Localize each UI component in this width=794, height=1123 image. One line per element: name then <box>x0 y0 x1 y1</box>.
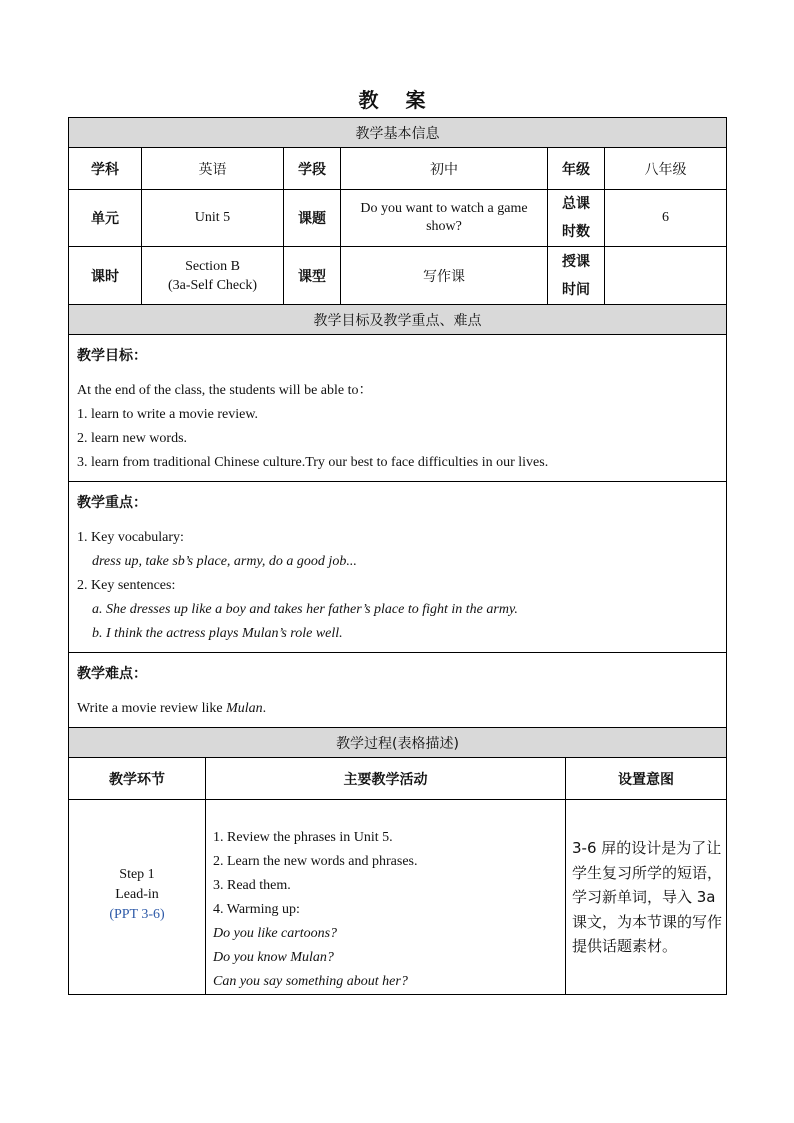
unit-label: 单元 <box>69 190 142 247</box>
subject-label: 学科 <box>69 148 142 190</box>
key-points-block <box>69 482 727 653</box>
unit-value: Unit 5 <box>142 190 284 247</box>
activity-item: 1. Review the phrases in Unit 5. <box>213 830 393 845</box>
difficulties-text-post: . <box>262 701 267 716</box>
page-title: 教 案 <box>358 88 436 112</box>
col-step-header: 教学环节 <box>69 758 206 800</box>
teaching-time-label-line2: 时间 <box>562 281 590 298</box>
difficulties-heading: 教学难点： <box>77 666 147 682</box>
grade-label: 年级 <box>548 148 605 190</box>
stage-value: 初中 <box>341 148 548 190</box>
objective-item: 2. learn new words. <box>77 431 188 446</box>
difficulties-text <box>77 697 718 721</box>
period-value-line1: Section B <box>185 258 240 274</box>
activity-item: 4. Warming up: <box>213 902 300 917</box>
activity-item: 3. Read them. <box>213 878 291 893</box>
objectives-intro: At the end of the class, the students will be able to： <box>77 383 373 398</box>
step-name: Lead-in <box>115 887 159 902</box>
total-hours-label-line2: 时数 <box>562 224 590 240</box>
stage-label: 学段 <box>284 148 341 190</box>
objectives-heading: 教学目标： <box>77 348 147 364</box>
activity-item: 2. Learn the new words and phrases. <box>213 854 418 869</box>
grade-value: 八年级 <box>605 148 727 190</box>
total-hours-value: 6 <box>605 190 727 247</box>
warmup-question: Can you say something about her? <box>213 974 408 989</box>
step-slides: (PPT 3-6) <box>109 907 165 922</box>
difficulties-text-pre: Write a movie review like <box>77 701 227 716</box>
design-intent-cell: 3-6 屏的设计是为了让学生复习所学的短语，学习新单词，导入 3a 课文，为本节课的写作提供话题素材。 <box>566 800 727 995</box>
warmup-question: Do you know Mulan? <box>213 950 334 965</box>
period-value-line2: (3a-Self Check) <box>167 277 258 293</box>
goals-header: 教学目标及教学重点、难点 <box>69 305 727 335</box>
activities-cell <box>206 800 566 995</box>
step-cell <box>69 800 206 995</box>
step-number: Step 1 <box>119 867 155 882</box>
topic-label: 课题 <box>284 190 341 247</box>
total-hours-label-line1: 总课 <box>562 196 590 212</box>
difficulties-text-title: Mulan <box>226 701 263 716</box>
key-vocabulary-label: 1. Key vocabulary: <box>77 530 184 545</box>
key-points-heading: 教学重点： <box>77 495 147 511</box>
key-sentence-a: a. She dresses up like a boy and takes her father’s place to fight in the army. <box>92 602 518 617</box>
type-value: 写作课 <box>341 247 548 305</box>
key-sentence-b: b. I think the actress plays Mulan’s role well. <box>92 626 343 641</box>
objective-item: 3. learn from traditional Chinese culture.Try our best to face difficulties in our lives. <box>77 455 549 470</box>
key-vocabulary: dress up, take sb’s place, army, do a good job... <box>92 554 357 569</box>
teaching-time-label <box>548 247 605 305</box>
teaching-time-label-line1: 授课 <box>562 253 590 270</box>
objective-item: 1. learn to write a movie review. <box>77 407 259 422</box>
process-header: 教学过程(表格描述) <box>69 728 727 758</box>
lesson-plan-table <box>68 117 726 995</box>
type-label: 课型 <box>284 247 341 305</box>
key-sentences-label: 2. Key sentences: <box>77 578 176 593</box>
total-hours-label <box>548 190 605 247</box>
subject-value: 英语 <box>142 148 284 190</box>
difficulties-block <box>69 653 727 728</box>
warmup-question: Do you like cartoons? <box>213 926 338 941</box>
topic-value: Do you want to watch a game show? <box>341 190 548 247</box>
teaching-time-value <box>605 247 727 305</box>
period-label: 课时 <box>69 247 142 305</box>
period-value <box>142 247 284 305</box>
objectives-block <box>69 335 727 482</box>
col-activity-header: 主要教学活动 <box>206 758 566 800</box>
basic-info-header: 教学基本信息 <box>69 118 727 148</box>
col-intent-header: 设置意图 <box>566 758 727 800</box>
